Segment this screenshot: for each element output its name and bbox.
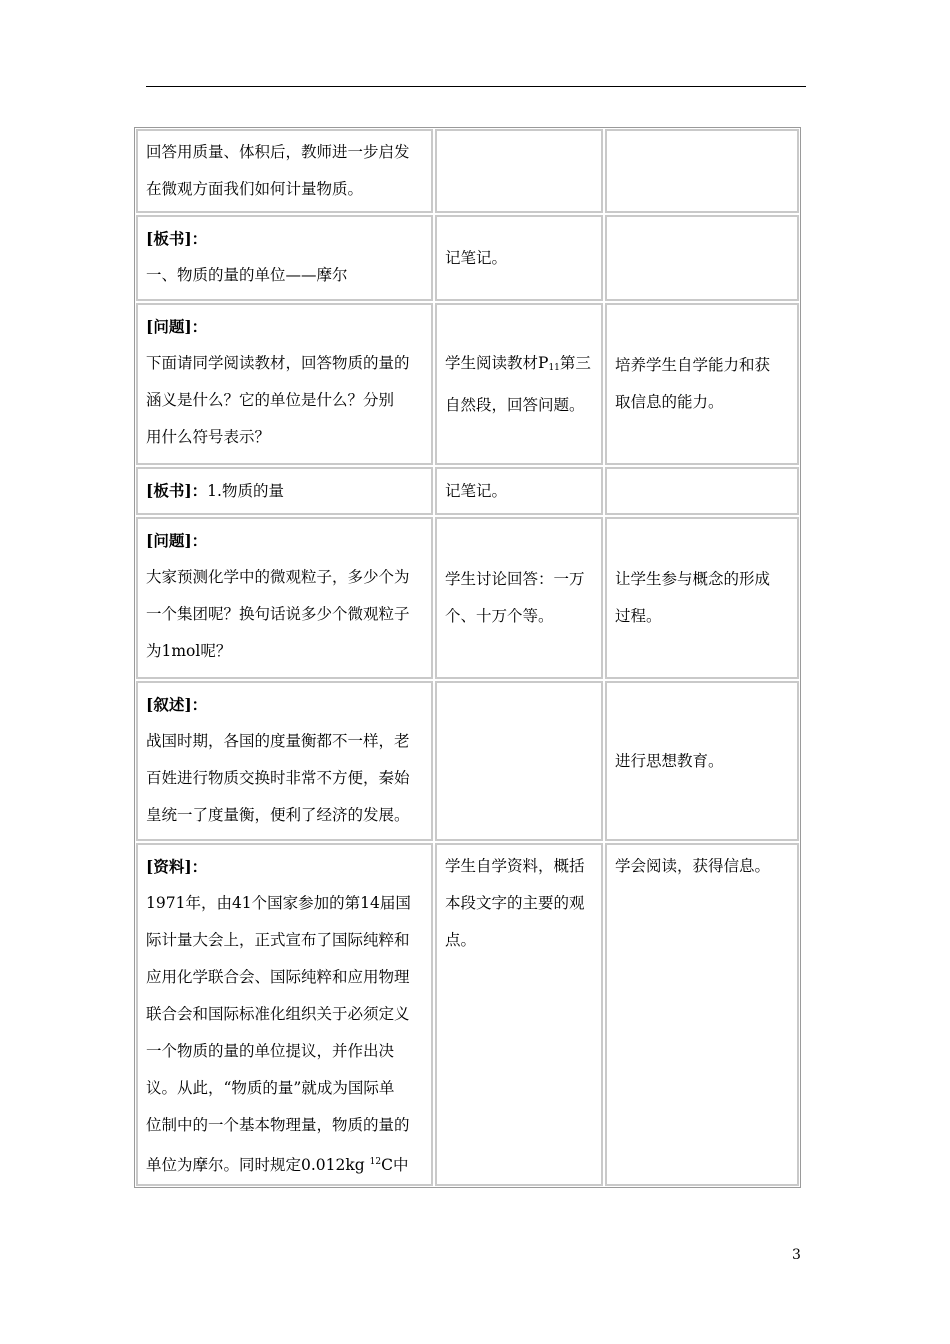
text-line: 一个集团呢？换句话说多少个微观粒子 bbox=[146, 605, 410, 623]
section-heading: [问题]： bbox=[146, 317, 208, 336]
text-line: 记笔记。 bbox=[445, 481, 508, 500]
row1-intent-cell bbox=[605, 129, 799, 213]
text-line: 用什么符号表示？ bbox=[146, 428, 271, 446]
text-line: 回答用质量、体积后，教师进一步启发 bbox=[146, 143, 410, 161]
text-line: 学生讨论回答：一万 bbox=[445, 570, 585, 588]
text-line: 1971年，由41个国家参加的第14届国 bbox=[146, 894, 411, 912]
text-line: 让学生参与概念的形成 bbox=[615, 570, 771, 588]
text-suffix: 第三 bbox=[559, 353, 591, 372]
text-line bbox=[146, 1144, 431, 1184]
row7-intent-cell bbox=[605, 843, 799, 1186]
text-line: 一个物质的量的单位提议，并作出决 bbox=[146, 1042, 395, 1060]
row7-teacher-cell bbox=[136, 843, 433, 1186]
text-line: 际计量大会上，正式宣布了国际纯粹和 bbox=[146, 931, 410, 949]
text-line: 联合会和国际标准化组织关于必须定义 bbox=[146, 1005, 410, 1023]
row2-student-cell bbox=[435, 215, 603, 301]
row2-intent-cell bbox=[605, 215, 799, 301]
row3-student-cell bbox=[435, 303, 603, 465]
text-line: 为1mol呢？ bbox=[146, 642, 232, 660]
text-line: 过程。 bbox=[615, 607, 662, 625]
text-line: 学会阅读，获得信息。 bbox=[615, 857, 771, 875]
text-line bbox=[445, 345, 601, 387]
text-suffix: C中 bbox=[381, 1156, 409, 1174]
row4-teacher-cell bbox=[136, 467, 433, 515]
text-line: 记笔记。 bbox=[445, 248, 508, 267]
inline-text: 1.物质的量 bbox=[207, 482, 284, 500]
row6-intent-cell bbox=[605, 681, 799, 841]
text-prefix: 单位为摩尔。同时规定0.012kg bbox=[146, 1156, 370, 1174]
text-line: 自然段，回答问题。 bbox=[445, 395, 585, 414]
text-line: 本段文字的主要的观 bbox=[445, 894, 585, 912]
text-line: 战国时期，各国的度量衡都不一样，老 bbox=[146, 732, 410, 750]
text-line: 点。 bbox=[445, 931, 477, 949]
text-line: 进行思想教育。 bbox=[615, 751, 724, 770]
header-rule bbox=[146, 86, 806, 87]
page-subscript: 11 bbox=[548, 362, 560, 373]
row4-student-cell bbox=[435, 467, 603, 515]
text-line: 取信息的能力。 bbox=[615, 393, 724, 411]
row2-teacher-cell bbox=[136, 215, 433, 301]
row7-student-cell bbox=[435, 843, 603, 1186]
text-line: 议。从此，“物质的量”就成为国际单 bbox=[146, 1079, 395, 1097]
text-line: 下面请同学阅读教材，回答物质的量的 bbox=[146, 354, 410, 372]
row4-intent-cell bbox=[605, 467, 799, 515]
page-number: 3 bbox=[792, 1247, 801, 1263]
text-line: 学生自学资料，概括 bbox=[445, 857, 585, 875]
text-line: 涵义是什么？它的单位是什么？分别 bbox=[146, 391, 395, 409]
text-line bbox=[146, 472, 431, 510]
row3-teacher-cell bbox=[136, 303, 433, 465]
section-heading: [板书]： bbox=[146, 229, 208, 248]
section-heading: [板书]： bbox=[146, 481, 208, 500]
row6-student-cell bbox=[435, 681, 603, 841]
row6-teacher-cell bbox=[136, 681, 433, 841]
row1-student-cell bbox=[435, 129, 603, 213]
text-line: 位制中的一个基本物理量，物质的量的 bbox=[146, 1116, 410, 1134]
section-heading: [叙述]： bbox=[146, 695, 208, 714]
text-line: 一、物质的量的单位——摩尔 bbox=[146, 266, 348, 284]
row5-student-cell bbox=[435, 517, 603, 679]
text-line: 在微观方面我们如何计量物质。 bbox=[146, 180, 364, 198]
text-prefix: 学生阅读教材P bbox=[445, 353, 549, 372]
text-line: 皇统一了度量衡，便利了经济的发展。 bbox=[146, 806, 410, 824]
row5-intent-cell bbox=[605, 517, 799, 679]
isotope-superscript: 12 bbox=[369, 1157, 382, 1167]
row1-teacher-cell bbox=[136, 129, 433, 213]
row3-intent-cell bbox=[605, 303, 799, 465]
section-heading: [资料]： bbox=[146, 857, 208, 876]
text-line: 个、十万个等。 bbox=[445, 607, 554, 625]
row5-teacher-cell bbox=[136, 517, 433, 679]
section-heading: [问题]： bbox=[146, 531, 208, 550]
text-line: 应用化学联合会、国际纯粹和应用物理 bbox=[146, 968, 410, 986]
text-line: 百姓进行物质交换时非常不方便，秦始 bbox=[146, 769, 410, 787]
text-line: 大家预测化学中的微观粒子，多少个为 bbox=[146, 568, 410, 586]
text-line: 培养学生自学能力和获 bbox=[615, 356, 771, 374]
